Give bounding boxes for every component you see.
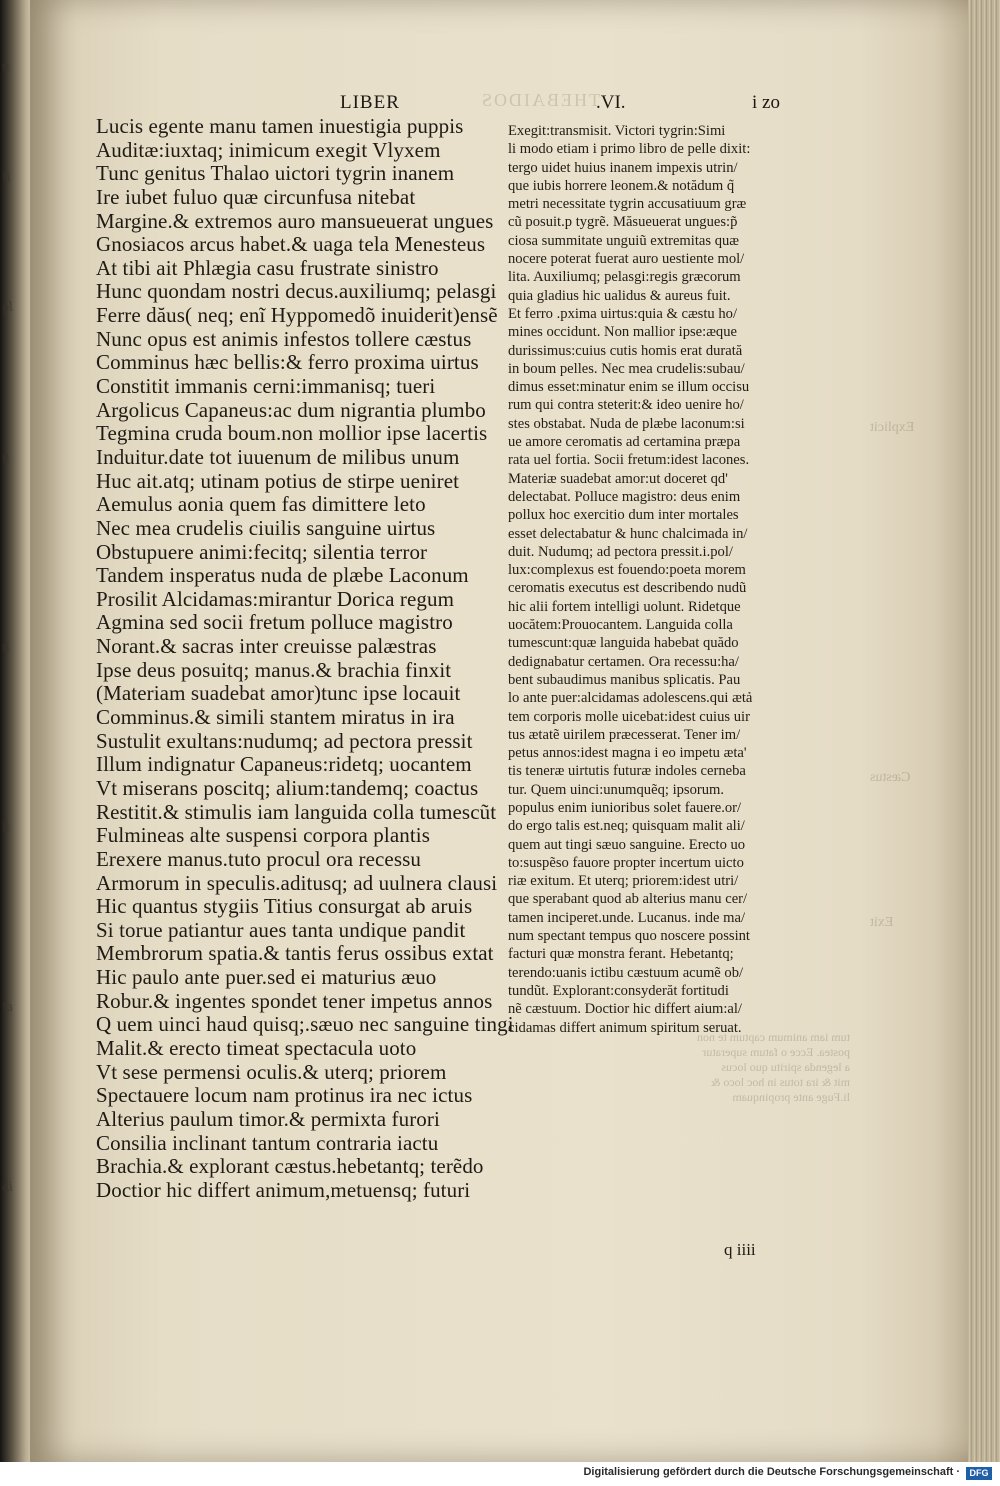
commentary-line: populus enim iunioribus solet fauere.or/ <box>508 799 742 816</box>
verse-line: Robur.& ingentes spondet tener impetus annos <box>96 988 493 1013</box>
verse-line: Restitit.& stimulis iam languida colla tumescũt <box>96 799 497 824</box>
commentary-line: quem aut tingi sæuo sanguine. Erecto uo <box>508 836 746 853</box>
verse-line: Si torue patiantur aues tanta undique pandit <box>96 917 466 942</box>
commentary-line: ceromatis executus est describendo nudũ <box>508 580 747 597</box>
commentary-line: tumescunt:quæ languida habebat quădo <box>508 635 739 652</box>
verse-line: Armorum in speculis.aditusq; ad uulnera clausi <box>96 870 498 895</box>
verse-line: Agmina sed socii fretum polluce magistro <box>96 610 453 635</box>
verse-line: Vt miserans poscitq; alium:tandemq; coactus <box>96 775 479 800</box>
verse-line: Tunc genitus Thalao uictori tygrin inanem <box>96 161 455 186</box>
verse-line: Doctior hic differt animum,metuensq; futuri <box>96 1177 471 1202</box>
commentary-line: cũ posuit.p tygrẽ. Măsueuerat ungues:p̃ <box>508 214 738 231</box>
commentary-line: num spectant tempus quo noscere possint <box>508 928 750 945</box>
verse-line: Erexere manus.tuto procul ora recessu <box>96 846 421 871</box>
verse-line: Tegmina cruda boum.non mollior ipse lacertis <box>96 421 488 446</box>
commentary-line: mines occidunt. Non mallior ipse:æque <box>508 324 738 341</box>
verse-line: Norant.& sacras inter creuisse palæstras <box>96 634 437 659</box>
commentary-line: Et ferro .pxima uirtus:quia & cæstu ho/ <box>508 305 738 322</box>
commentary-line: que iubis horrere leonem.& notădum q̃ <box>508 177 735 194</box>
verse-line: Lucis egente manu tamen inuestigia puppis <box>96 114 464 138</box>
commentary-line: tundũt. Explorant:consyderăt fortitudi <box>508 982 729 999</box>
verse-line: Malit.& erecto timeat spectacula uoto <box>96 1035 417 1060</box>
commentary-line: ue amore ceromatis ad certamina præpa <box>508 434 741 451</box>
verse-line: Ire iubet fuluo quæ circunfusa nitebat <box>96 184 416 209</box>
verse-line: Ferre dăus( neq; enĩ Hyppomedõ inuiderit)ensẽ <box>96 303 498 328</box>
verse-line: Gnosiacos arcus habet.& uaga tela Menesteus <box>96 232 486 257</box>
commentary-line: do ergo talis est.neq; quisquam malit ali/ <box>508 818 745 835</box>
commentary-line: uocătem:Prouocantem. Languida colla <box>508 617 733 634</box>
signature-mark: q iiii <box>724 1240 756 1259</box>
commentary-line: metri necessitate tygrin accusatiuum græ <box>508 196 747 213</box>
left-page-fragment: ti fi pl p ti li fa di <box>1 59 14 1196</box>
commentary-line: terendo:uanis ictibu cæstuum acumẽ ob/ <box>508 964 744 981</box>
verse-line: Prosilit Alcidamas:mirantur Dorica regum <box>96 586 455 611</box>
running-head-book-number: .VI. <box>596 92 626 113</box>
verse-line: Sustulit exultans:nudumq; ad pectora pressit <box>96 728 473 753</box>
commentary-line: nocere poterat fuerat auro uestiente mol/ <box>508 251 745 268</box>
commentary-line: quia gladius hic ualidus & aureus fuit. <box>508 287 731 304</box>
verse-line: Brachia.& explorant cæstus.hebetantq; terẽdo <box>96 1154 484 1179</box>
verse-line: Margine.& extremos auro mansueuerat ungues <box>96 208 494 233</box>
verse-line: Auditæ:iuxtaq; inimicum exegit Vlyxem <box>96 137 441 162</box>
verse-line: Vt sese permensi oculis.& uterq; priorem <box>96 1059 447 1084</box>
commentary-line: li modo etiam i primo libro de pelle dixit: <box>508 141 751 158</box>
commentary-line: riæ exitum. Et uterq; priorem:idest utri/ <box>508 873 739 890</box>
commentary-line: pollux hoc exercitio dum inter mortales <box>508 507 739 524</box>
commentary-line: duit. Nudumq; ad pectora pressit.i.pol/ <box>508 543 733 560</box>
commentary-line: tus ætatẽ uirilem præcesserat. Tener im/ <box>508 726 741 743</box>
commentary-line: esset delectabatur & hunc chalcimada in/ <box>508 525 748 542</box>
verse-line: Obstupuere animi:fecitq; silentia terror <box>96 539 428 564</box>
verse-column <box>96 115 536 1202</box>
verse-line: (Materiam suadebat amor)tunc ipse locauit <box>96 681 461 706</box>
commentary-line: tis teneræ uirtutis futuræ indoles cerneba <box>508 763 746 780</box>
running-head <box>30 92 972 116</box>
page-edge <box>968 0 1000 1462</box>
commentary-line: tem corporis molle uicebat:idest cuius uir <box>508 708 750 725</box>
verse-line: Nec mea crudelis ciuilis sanguine uirtus <box>96 515 436 540</box>
commentary-line: durissimus:cuius cutis homis erat durată <box>508 342 743 359</box>
verse-line: Tandem insperatus nuda de plæbe Laconum <box>96 563 469 588</box>
verse-line: Comminus hæc bellis:& ferro proxima uirtus <box>96 350 479 375</box>
verse-line: Nunc opus est animis infestos tollere cæstus <box>96 326 472 351</box>
bleed-through-margin: Cæstus <box>870 770 911 785</box>
verse-line: Fulmineas alte suspensi corpora plantis <box>96 823 431 848</box>
commentary-line: tur. Quem uinci:unumquẽq; ipsorum. <box>508 781 725 798</box>
commentary-line: ciosa summitate unguiũ extremitas quæ <box>508 232 740 249</box>
verse-line: At tibi ait Phlægia casu frustrate sinistro <box>96 255 439 280</box>
verse-line: Hic quantus stygiis Titius consurgat ab aruis <box>96 894 473 919</box>
verse-line: Consilia inclinant tantum contraria iactu <box>96 1130 439 1155</box>
commentary-line: tamen inciperet.unde. Lucanus. inde ma/ <box>508 909 746 926</box>
bleed-through-margin: Explicit <box>870 420 915 435</box>
verse-line: Constitit immanis cerni:immanisq; tueri <box>96 374 436 399</box>
commentary-line: tergo uidet huius inanem impexis utrin/ <box>508 159 738 176</box>
commentary-line: to:suspẽso fauore propter incertum uicto <box>508 854 744 871</box>
bleed-through-head: THEBAIDOS <box>480 90 600 110</box>
commentary-line: que sperabant quod ab alterius manu cer/ <box>508 891 748 908</box>
verse-line: Hunc quondam nostri decus.auxiliumq; pelasgi <box>96 279 497 304</box>
verse-line: Q uem uinci haud quisq;.sæuo nec sanguine tingi <box>96 1012 514 1037</box>
commentary-line: lo ante puer:alcidamas adolescens.qui ætả <box>508 690 753 707</box>
commentary-line: stes obstabat. Nuda de plæbe laconum:si <box>508 415 745 432</box>
commentary-line: facturi quæ monstra ferant. Hebetantq; <box>508 946 734 963</box>
verse-line: Illum indignatur Capaneus:ridetq; uocantem <box>96 752 472 777</box>
commentary-line: delectabat. Polluce magistro: deus enim <box>508 488 741 505</box>
commentary-line: in boum pelles. Nec mea crudelis:subau/ <box>508 360 745 377</box>
commentary-line: lux:complexus est fouendo:poeta morem <box>508 562 746 579</box>
commentary-line: lita. Auxiliumq; pelasgi:regis græcorum <box>508 269 741 286</box>
bleed-through-margin: Exit <box>870 915 894 930</box>
footer-bar <box>0 1462 1000 1486</box>
bleed-through-text: tum iam animum captum te non postea. Ecce o fatum superatur a legenda spiritu quo locus mit & ira totus in hoc loco & li.Fuge ante propinquam <box>697 1030 850 1104</box>
folio-number: i zo <box>752 92 780 113</box>
verse-line: Alterius paulum timor.& permixta furori <box>96 1106 440 1131</box>
commentary-column <box>508 122 828 1037</box>
verse-line: Spectauere locum nam protinus ira nec ictus <box>96 1083 473 1108</box>
commentary-line: bent subaudimus manibus splicatis. Pau <box>508 671 741 688</box>
commentary-line: cidamas differt animum spiritum seruat. <box>508 1019 742 1036</box>
verse-line: Huc ait.atq; utinam potius de stirpe ueniret <box>96 468 460 493</box>
commentary-line: dedignabatur certamen. Ora recessu:ha/ <box>508 653 739 670</box>
commentary-line: rata uel fortia. Socii fretum:idest lacones. <box>508 452 750 469</box>
commentary-line: petus annos:idest magna i eo impetu æta' <box>508 745 747 762</box>
verse-line: Hic paulo ante puer.sed ei maturius æuo <box>96 965 437 990</box>
commentary-line: rum qui contra steterit:& ideo uenire ho/ <box>508 397 744 414</box>
verse-line: Argolicus Capaneus:ac dum nigrantia plumbo <box>96 397 486 422</box>
commentary-line: hic alii fortem intelligi uolunt. Ridetque <box>508 598 741 615</box>
commentary-line: Exegit:transmisit. Victori tygrin:Simi <box>508 123 726 139</box>
dfg-logo-icon: DFG <box>966 1467 992 1480</box>
verse-line: Ipse deus posuitq; manus.& brachia finxit <box>96 657 452 682</box>
commentary-line: Materiæ suadebat amor:ut doceret qd' <box>508 470 728 487</box>
commentary-line: nẽ cæstuum. Doctior hic differt aium:al/ <box>508 1001 742 1018</box>
verse-line: Induitur.date tot iuuenum de milibus unum <box>96 444 460 469</box>
commentary-line: dimus esset:minatur enim se illum occisu <box>508 379 750 396</box>
footer-credit: Digitalisierung gefördert durch die Deutsche Forschungsgemeinschaft · <box>583 1466 960 1478</box>
book-page <box>30 0 972 1462</box>
verse-line: Membrorum spatia.& tantis ferus ossibus extat <box>96 941 494 966</box>
verse-line: Comminus.& simili stantem miratus in ira <box>96 705 455 730</box>
verse-line: Aemulus aonia quem fas dimittere leto <box>96 492 426 517</box>
running-head-title: LIBER <box>340 92 400 113</box>
